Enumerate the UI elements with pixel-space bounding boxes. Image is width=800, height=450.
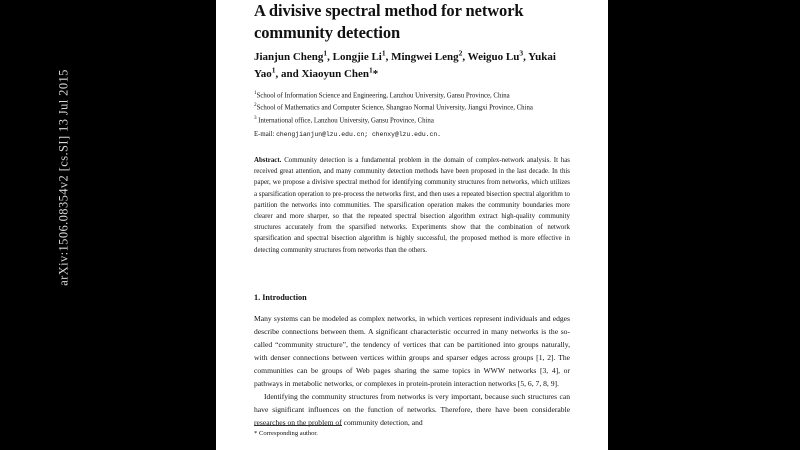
paper-page bbox=[216, 0, 608, 450]
email-addresses[interactable]: chengjianjun@lzu.edu.cn; chenxy@lzu.edu.cn. bbox=[276, 131, 441, 138]
section-heading-introduction: 1. Introduction bbox=[254, 293, 307, 302]
page-title: A divisive spectral method for network community detection bbox=[254, 1, 524, 42]
affiliation-item: $^3$ International office, Lanzhou University, Gansu Province, China bbox=[254, 114, 434, 125]
affiliation-item: $^2$School of Mathematics and Computer Science, Shangrao Normal University, Jiangxi Province, China bbox=[254, 102, 533, 112]
author-list-text: Jianjun Cheng$^1$, Longjie Li$^1$, Mingwei Leng$^2$, Weiguo Lu$^3$, Yukai Yao$^1$, and Xiaoyun Chen$^1$* bbox=[254, 48, 556, 81]
author-list bbox=[254, 48, 570, 83]
email-label: E-mail: bbox=[254, 131, 275, 138]
arxiv-stamp: arXiv:1506.08354v2 [cs.SI] 13 Jul 2015 bbox=[56, 69, 71, 286]
abstract-block bbox=[254, 155, 570, 256]
body-paragraph: Many systems can be modeled as complex networks, in which vertices represent individuals and edges describe connections between them. A significant characteristic occurred in many networks is the so-called “community structure”, the tendency of vertices that can be partitioned into groups naturally, with denser connections between vertices within groups and sparser edges across groups [1, 2]. The communities can be groups of Web pages sharing the same topics in WWW networks [3, 4], or pathways in metabolic networks, or complexes in protein-protein interaction networks [5, 6, 7, 8, 9]. bbox=[254, 314, 570, 389]
body-text bbox=[254, 312, 570, 429]
email-line bbox=[254, 131, 570, 138]
affiliation-item: $^1$School of Information Science and Engineering, Lanzhou University, Gansu Province, China bbox=[254, 90, 510, 100]
footnote-text: * Corresponding author. bbox=[254, 430, 318, 437]
abstract-label: Abstract. bbox=[254, 157, 282, 164]
footnote-rule bbox=[254, 425, 342, 426]
abstract-text: Community detection is a fundamental problem in the domain of complex-network analysis. It has received great attention, and many community detection methods have been proposed in the last decade. In this paper, we propose a divisive spectral method for identifying community structures from networks, which utilizes a sparsification operation to pre-process the networks first, and then uses a repeated bisection spectral algorithm to partition the networks into communities. The sparsification operation makes the community boundaries more clearer and more sharper, so that the repeated spectral bisection algorithm extract high-quality community structures accurately from the sparsified networks. Experiments show that the combination of network sparsification and spectral bisection algorithm is highly successful, the proposed method is more effective in detecting community structures from networks than the others. bbox=[254, 157, 570, 254]
affiliation-list bbox=[254, 90, 570, 127]
body-paragraph: Identifying the community structures from networks is very important, because such structures can have significant influences on the function of networks. Therefore, there have been considerable researches on the problem of community detection, and bbox=[254, 392, 570, 428]
